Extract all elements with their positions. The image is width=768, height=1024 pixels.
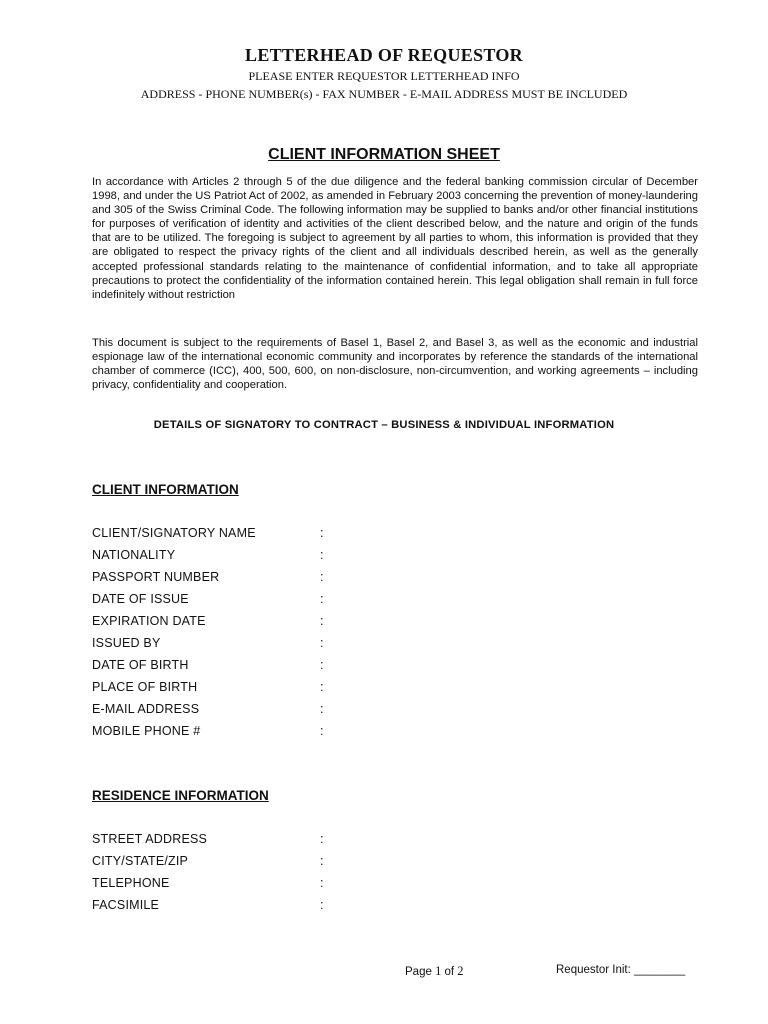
form-field-mobile-phone[interactable] bbox=[92, 724, 698, 746]
sheet-title: CLIENT INFORMATION SHEET bbox=[268, 146, 500, 163]
field-label: DATE OF BIRTH bbox=[92, 658, 189, 672]
field-label: PASSPORT NUMBER bbox=[92, 570, 220, 584]
form-field-place-of-birth[interactable] bbox=[92, 680, 698, 702]
field-colon: : bbox=[320, 832, 324, 846]
field-colon: : bbox=[320, 592, 324, 606]
form-field-nationality[interactable] bbox=[92, 548, 698, 570]
page-current: 1 bbox=[435, 964, 442, 978]
field-label: TELEPHONE bbox=[92, 876, 170, 890]
residence-information-heading: RESIDENCE INFORMATION bbox=[92, 788, 269, 803]
client-information-heading: CLIENT INFORMATION bbox=[92, 482, 239, 497]
basel-requirements-paragraph: This document is subject to the requirements of Basel 1, Basel 2, and Basel 3, as well as the economic and industrial espionage law of the international economic community and incorporates by reference the standards of the international chamber of commerce (ICC), 400, 500, 600, on non-disclosure, non-circumvention, and working agreements – including privacy, confidentiality and cooperation. bbox=[92, 337, 698, 392]
field-colon: : bbox=[320, 636, 324, 650]
field-label: E-MAIL ADDRESS bbox=[92, 702, 200, 716]
letterhead-title: LETTERHEAD OF REQUESTOR bbox=[245, 45, 523, 65]
field-colon: : bbox=[320, 876, 324, 890]
letterhead-contact-requirements: ADDRESS - PHONE NUMBER(s) - FAX NUMBER - E-MAIL ADDRESS MUST BE INCLUDED bbox=[140, 87, 628, 101]
page-mid: of bbox=[441, 966, 458, 978]
residence-information-fields bbox=[92, 832, 698, 920]
field-colon: : bbox=[320, 526, 324, 540]
field-label: NATIONALITY bbox=[92, 548, 176, 562]
form-field-telephone[interactable] bbox=[92, 876, 698, 898]
field-colon: : bbox=[320, 724, 324, 738]
page-total: 2 bbox=[457, 964, 464, 978]
details-heading: DETAILS OF SIGNATORY TO CONTRACT – BUSINESS & INDIVIDUAL INFORMATION bbox=[153, 419, 615, 431]
letterhead-instruction: PLEASE ENTER REQUESTOR LETTERHEAD INFO bbox=[248, 69, 520, 83]
field-colon: : bbox=[320, 680, 324, 694]
form-field-date-of-issue[interactable] bbox=[92, 592, 698, 614]
field-label: PLACE OF BIRTH bbox=[92, 680, 198, 694]
field-label: MOBILE PHONE # bbox=[92, 724, 201, 738]
requestor-initials: Requestor Init: ________ bbox=[556, 964, 686, 976]
due-diligence-paragraph: In accordance with Articles 2 through 5 of the due diligence and the federal banking commission circular of December 1998, and under the US Patriot Act of 2002, as amended in February 2003 concerning the prevention of money-laundering and 305 of the Swiss Criminal Code. The following information may be supplied to banks and/or other financial institutions for purposes of verification of identity and activities of the client described below, and the nature and origin of the funds that are to be utilized. The foregoing is subject to agreement by all parties to whom, this information is provided that they are obligated to respect the privacy rights of the client and all individuals described herein, as well as the generally accepted professional standards relating to the maintenance of confidential information, and to take all appropriate precautions to protect the confidentiality of the information contained herein. This legal obligation shall remain in full force indefinitely without restriction bbox=[92, 176, 698, 301]
field-colon: : bbox=[320, 658, 324, 672]
field-label: CITY/STATE/ZIP bbox=[92, 854, 189, 868]
form-field-client-signatory-name[interactable] bbox=[92, 526, 698, 548]
field-label: DATE OF ISSUE bbox=[92, 592, 189, 606]
field-colon: : bbox=[320, 898, 324, 912]
field-colon: : bbox=[320, 570, 324, 584]
field-label: ISSUED BY bbox=[92, 636, 161, 650]
form-field-street-address[interactable] bbox=[92, 832, 698, 854]
field-colon: : bbox=[320, 548, 324, 562]
form-field-expiration-date[interactable] bbox=[92, 614, 698, 636]
field-label: STREET ADDRESS bbox=[92, 832, 208, 846]
field-colon: : bbox=[320, 854, 324, 868]
field-colon: : bbox=[320, 614, 324, 628]
form-field-facsimile[interactable] bbox=[92, 898, 698, 920]
field-label: CLIENT/SIGNATORY NAME bbox=[92, 526, 256, 540]
client-information-fields bbox=[92, 526, 698, 746]
form-field-issued-by[interactable] bbox=[92, 636, 698, 658]
page-prefix: Page bbox=[405, 966, 436, 978]
form-field-email-address[interactable] bbox=[92, 702, 698, 724]
form-field-passport-number[interactable] bbox=[92, 570, 698, 592]
field-label: EXPIRATION DATE bbox=[92, 614, 206, 628]
form-field-city-state-zip[interactable] bbox=[92, 854, 698, 876]
field-colon: : bbox=[320, 702, 324, 716]
page-number bbox=[405, 964, 464, 979]
field-label: FACSIMILE bbox=[92, 898, 160, 912]
letterhead bbox=[0, 44, 768, 102]
form-field-date-of-birth[interactable] bbox=[92, 658, 698, 680]
